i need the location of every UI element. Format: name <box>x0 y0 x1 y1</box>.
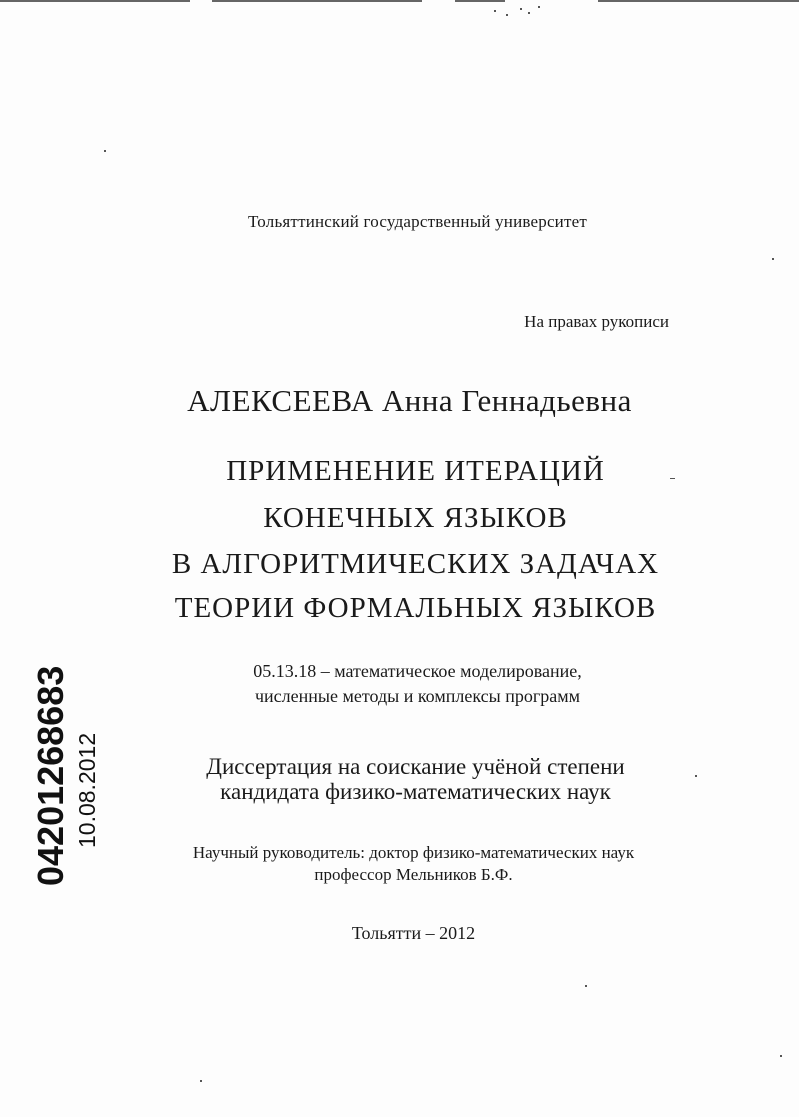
dissertation-line: кандидата физико-математических наук <box>220 779 611 804</box>
dissertation-line: Диссертация на соискание учёной степени <box>206 754 625 779</box>
author-name: АЛЕКСЕЕВА Анна Геннадьевна <box>187 383 632 418</box>
scan-speck <box>585 985 587 987</box>
rights-note: На правах рукописи <box>524 312 669 331</box>
scan-edge-line <box>455 0 505 2</box>
scan-speck <box>528 12 530 14</box>
scan-speck <box>772 258 774 260</box>
scan-speck <box>506 14 508 16</box>
title-line: ПРИМЕНЕНИЕ ИТЕРАЦИЙ <box>226 455 605 487</box>
scan-edge-line <box>598 0 799 2</box>
scan-speck <box>104 150 106 152</box>
specialty-line: 05.13.18 – математическое моделирование, <box>253 661 582 681</box>
scan-edge-line <box>0 0 190 2</box>
scan-speck <box>538 6 540 8</box>
city-year: Тольятти – 2012 <box>351 923 476 943</box>
title-line: ТЕОРИИ ФОРМАЛЬНЫХ ЯЗЫКОВ <box>174 592 657 624</box>
scan-speck <box>494 10 496 12</box>
specialty-line: численные методы и комплексы программ <box>254 686 581 706</box>
university-name: Тольяттинский государственный университет <box>248 212 587 231</box>
scan-speck <box>200 1080 202 1082</box>
title-line: КОНЕЧНЫХ ЯЗЫКОВ <box>263 502 568 534</box>
scan-speck <box>780 1055 782 1057</box>
title-line: В АЛГОРИТМИЧЕСКИХ ЗАДАЧАХ <box>171 548 660 580</box>
scan-edge-line <box>212 0 422 2</box>
scan-speck <box>520 8 522 10</box>
supervisor-line: профессор Мельников Б.Ф. <box>314 865 513 884</box>
library-stamp-date: 10.08.2012 <box>74 732 100 848</box>
library-stamp-number: 04201268683 <box>30 665 71 886</box>
supervisor-line: Научный руководитель: доктор физико-математических наук <box>192 843 635 862</box>
